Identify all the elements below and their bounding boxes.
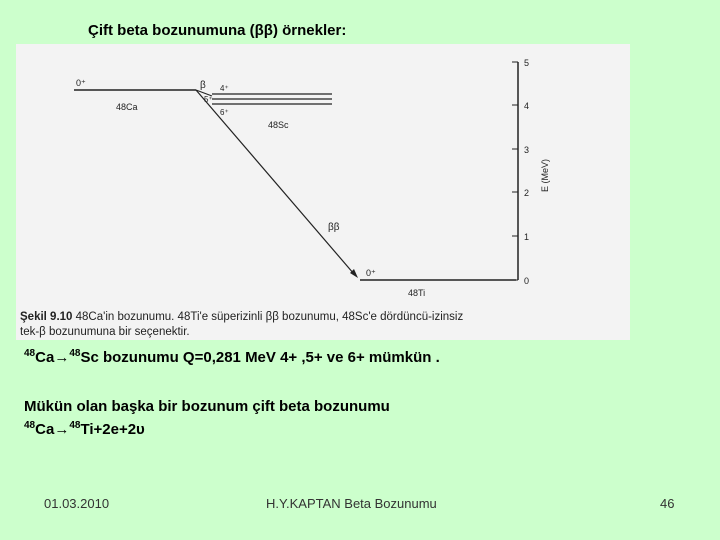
bb-label: ββ (328, 222, 340, 233)
mass-number: 48 (69, 420, 81, 431)
ti-nucleus-label: 48Ti (408, 288, 426, 298)
right-arrow-icon: → (54, 349, 70, 366)
right-arrow-icon: → (54, 421, 70, 438)
element-symbol: Ca (35, 349, 55, 366)
caption-line-2: tek-β bozunumuna bir seçenektir. (20, 326, 190, 338)
tick-label-2: 2 (524, 188, 530, 198)
page-number: 46 (660, 496, 675, 511)
footer-title: H.Y.KAPTAN Beta Bozunumu (266, 496, 437, 511)
ca-level-spin: 0⁺ (76, 78, 86, 88)
text-line-2: Mükün olan başka bir bozunum çift beta bozunumu (24, 398, 390, 415)
text-line-3 (24, 420, 145, 438)
footer-date: 01.03.2010 (44, 496, 110, 511)
mass-number: 48 (24, 420, 36, 431)
caption-text-1: 48Ca'in bozunumu. 48Ti'e süperizinli ββ bozunumu, 48Sc'e dördüncü-izinsiz (72, 311, 464, 323)
tick-label-1: 1 (524, 232, 530, 242)
caption-line-1 (20, 310, 463, 325)
sc-spin-4: 4⁺ (220, 84, 229, 93)
beta-label: β (200, 80, 206, 91)
sc-spin-6: 6⁺ (220, 108, 229, 117)
bb-arrow (196, 90, 354, 274)
axis-label: E (MeV) (540, 158, 550, 192)
line-3-rest: Ti+2e+2 (80, 421, 137, 438)
slide-title: Çift beta bozunumuna (ββ) örnekler: (88, 22, 347, 39)
ti-level-spin: 0⁺ (366, 268, 376, 278)
figure-caption (20, 310, 463, 340)
neutrino-symbol: υ (136, 421, 145, 438)
decay-diagram (16, 44, 630, 340)
mass-number: 48 (24, 348, 36, 359)
sc-nucleus-label: 48Sc (268, 120, 289, 130)
element-symbol: Ca (35, 421, 55, 438)
line-1-rest: Sc bozunumu Q=0,281 MeV 4+ ,5+ ve 6+ mümkün . (80, 349, 440, 366)
tick-label-3: 3 (524, 145, 530, 155)
text-line-1 (24, 348, 440, 366)
sc-spin-5: 5⁺ (204, 95, 213, 104)
tick-label-0: 0 (524, 276, 530, 286)
mass-number: 48 (69, 348, 81, 359)
ca-nucleus-label: 48Ca (116, 102, 138, 112)
caption-figure-number: Şekil 9.10 (20, 311, 73, 323)
decay-scheme-figure (16, 44, 630, 340)
tick-label-5: 5 (524, 58, 530, 68)
tick-label-4: 4 (524, 101, 530, 111)
